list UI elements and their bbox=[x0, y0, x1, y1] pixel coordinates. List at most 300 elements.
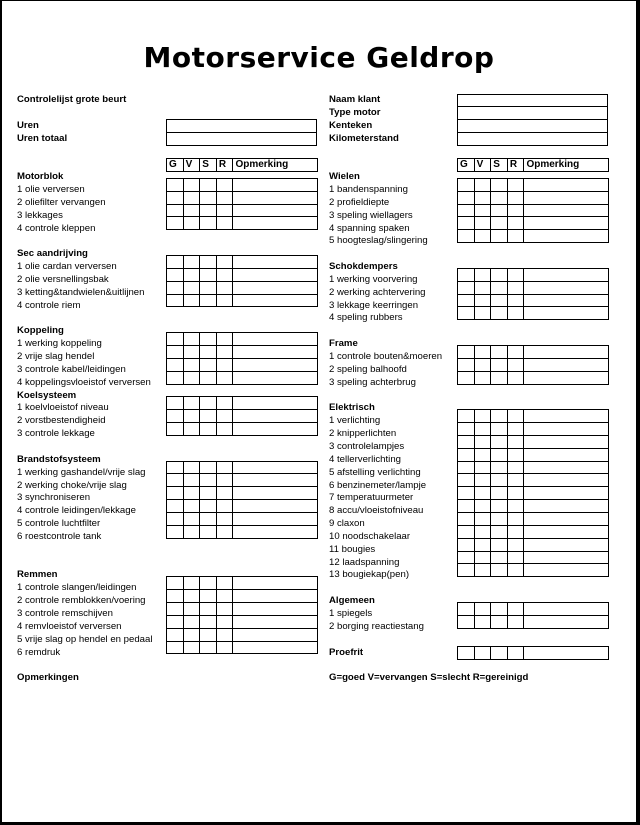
check-cell-v[interactable] bbox=[183, 500, 200, 513]
check-cell-v[interactable] bbox=[183, 615, 200, 628]
check-cell-r[interactable] bbox=[507, 230, 524, 243]
check-cell-v[interactable] bbox=[474, 371, 491, 384]
check-cell-g[interactable] bbox=[167, 281, 184, 294]
remark-cell[interactable] bbox=[233, 615, 318, 628]
check-cell-g[interactable] bbox=[167, 397, 184, 410]
customer-name-field[interactable] bbox=[457, 94, 608, 108]
remark-cell[interactable] bbox=[524, 307, 609, 320]
check-cell-s[interactable] bbox=[491, 435, 508, 448]
check-row bbox=[458, 551, 609, 564]
remark-cell[interactable] bbox=[524, 564, 609, 577]
remark-cell[interactable] bbox=[524, 435, 609, 448]
check-cell-s[interactable] bbox=[200, 371, 217, 384]
check-cell-r[interactable] bbox=[216, 256, 233, 269]
check-cell-s[interactable] bbox=[491, 500, 508, 513]
check-cell-v[interactable] bbox=[474, 307, 491, 320]
check-cell-s[interactable] bbox=[491, 294, 508, 307]
check-cell-r[interactable] bbox=[216, 513, 233, 526]
remark-cell[interactable] bbox=[524, 525, 609, 538]
check-cell-g[interactable] bbox=[458, 178, 475, 191]
check-cell-g[interactable] bbox=[458, 647, 475, 660]
remark-cell[interactable] bbox=[524, 204, 609, 217]
check-cell-g[interactable] bbox=[458, 191, 475, 204]
check-cell-s[interactable] bbox=[491, 346, 508, 359]
remark-cell[interactable] bbox=[524, 281, 609, 294]
check-cell-s[interactable] bbox=[491, 513, 508, 526]
check-cell-s[interactable] bbox=[491, 487, 508, 500]
check-cell-s[interactable] bbox=[200, 217, 217, 230]
check-cell-s[interactable] bbox=[491, 551, 508, 564]
checklist-item-label: 2 olie versnellingsbak bbox=[17, 273, 109, 285]
check-cell-g[interactable] bbox=[167, 590, 184, 603]
check-cell-g[interactable] bbox=[458, 474, 475, 487]
check-cell-r[interactable] bbox=[507, 217, 524, 230]
check-cell-v[interactable] bbox=[183, 397, 200, 410]
check-cell-s[interactable] bbox=[491, 448, 508, 461]
check-cell-v[interactable] bbox=[183, 423, 200, 436]
remark-cell[interactable] bbox=[524, 371, 609, 384]
check-cell-v[interactable] bbox=[183, 641, 200, 654]
remark-cell[interactable] bbox=[524, 538, 609, 551]
remark-cell[interactable] bbox=[524, 346, 609, 359]
check-cell-g[interactable] bbox=[458, 500, 475, 513]
checklist-subtitle: Controlelijst grote beurt bbox=[17, 94, 127, 105]
check-cell-s[interactable] bbox=[491, 217, 508, 230]
check-cell-g[interactable] bbox=[458, 217, 475, 230]
check-cell-g[interactable] bbox=[458, 435, 475, 448]
check-cell-r[interactable] bbox=[216, 615, 233, 628]
check-cell-r[interactable] bbox=[507, 461, 524, 474]
right-column-headers bbox=[457, 158, 609, 172]
remark-cell[interactable] bbox=[233, 178, 318, 191]
check-cell-v[interactable] bbox=[474, 564, 491, 577]
check-cell-v[interactable] bbox=[183, 268, 200, 281]
check-cell-v[interactable] bbox=[183, 294, 200, 307]
check-cell-r[interactable] bbox=[216, 590, 233, 603]
remark-cell[interactable] bbox=[524, 647, 609, 660]
remark-cell[interactable] bbox=[524, 603, 609, 616]
check-cell-s[interactable] bbox=[200, 590, 217, 603]
check-cell-r[interactable] bbox=[216, 217, 233, 230]
check-cell-r[interactable] bbox=[507, 307, 524, 320]
check-cell-s[interactable] bbox=[200, 268, 217, 281]
remark-cell[interactable] bbox=[233, 358, 318, 371]
checklist-item-label: 6 benzinemeter/lampje bbox=[329, 479, 427, 491]
remark-cell[interactable] bbox=[524, 268, 609, 281]
check-cell-v[interactable] bbox=[474, 474, 491, 487]
check-cell-v[interactable] bbox=[183, 525, 200, 538]
check-cell-s[interactable] bbox=[491, 230, 508, 243]
check-cell-g[interactable] bbox=[458, 307, 475, 320]
check-cell-g[interactable] bbox=[458, 603, 475, 616]
check-cell-r[interactable] bbox=[507, 513, 524, 526]
check-cell-g[interactable] bbox=[167, 474, 184, 487]
remark-cell[interactable] bbox=[524, 461, 609, 474]
check-cell-r[interactable] bbox=[216, 500, 233, 513]
check-cell-s[interactable] bbox=[491, 191, 508, 204]
check-cell-g[interactable] bbox=[458, 551, 475, 564]
check-cell-g[interactable] bbox=[167, 333, 184, 346]
remark-cell[interactable] bbox=[233, 217, 318, 230]
check-cell-v[interactable] bbox=[474, 410, 491, 423]
check-cell-v[interactable] bbox=[474, 204, 491, 217]
check-cell-g[interactable] bbox=[167, 461, 184, 474]
check-cell-r[interactable] bbox=[507, 603, 524, 616]
motor-type-field[interactable] bbox=[457, 106, 608, 120]
check-row bbox=[167, 602, 318, 615]
check-cell-g[interactable] bbox=[458, 358, 475, 371]
check-cell-s[interactable] bbox=[491, 423, 508, 436]
check-cell-g[interactable] bbox=[458, 423, 475, 436]
check-cell-r[interactable] bbox=[507, 410, 524, 423]
remark-cell[interactable] bbox=[524, 410, 609, 423]
check-cell-r[interactable] bbox=[507, 191, 524, 204]
check-cell-r[interactable] bbox=[216, 268, 233, 281]
check-cell-g[interactable] bbox=[167, 628, 184, 641]
check-cell-g[interactable] bbox=[167, 423, 184, 436]
section-grid bbox=[166, 178, 318, 230]
remark-cell[interactable] bbox=[233, 281, 318, 294]
check-cell-r[interactable] bbox=[507, 474, 524, 487]
remark-cell[interactable] bbox=[233, 423, 318, 436]
remark-cell[interactable] bbox=[233, 461, 318, 474]
check-cell-g[interactable] bbox=[167, 256, 184, 269]
check-cell-r[interactable] bbox=[507, 294, 524, 307]
check-cell-s[interactable] bbox=[491, 461, 508, 474]
check-cell-g[interactable] bbox=[458, 487, 475, 500]
check-cell-r[interactable] bbox=[216, 178, 233, 191]
check-cell-g[interactable] bbox=[458, 525, 475, 538]
check-cell-s[interactable] bbox=[200, 423, 217, 436]
check-cell-s[interactable] bbox=[491, 538, 508, 551]
check-cell-r[interactable] bbox=[507, 500, 524, 513]
remark-cell[interactable] bbox=[233, 204, 318, 217]
check-cell-v[interactable] bbox=[474, 423, 491, 436]
check-cell-g[interactable] bbox=[167, 410, 184, 423]
check-cell-r[interactable] bbox=[216, 474, 233, 487]
check-cell-r[interactable] bbox=[507, 538, 524, 551]
check-cell-s[interactable] bbox=[200, 178, 217, 191]
check-cell-s[interactable] bbox=[200, 294, 217, 307]
remark-cell[interactable] bbox=[524, 294, 609, 307]
remark-cell[interactable] bbox=[524, 474, 609, 487]
remark-cell[interactable] bbox=[524, 551, 609, 564]
check-cell-g[interactable] bbox=[167, 358, 184, 371]
check-cell-r[interactable] bbox=[507, 346, 524, 359]
check-cell-v[interactable] bbox=[183, 590, 200, 603]
check-cell-g[interactable] bbox=[458, 615, 475, 628]
check-cell-g[interactable] bbox=[167, 487, 184, 500]
remark-cell[interactable] bbox=[233, 371, 318, 384]
check-cell-r[interactable] bbox=[216, 191, 233, 204]
total-hours-field[interactable] bbox=[166, 132, 317, 146]
check-cell-g[interactable] bbox=[458, 204, 475, 217]
check-cell-g[interactable] bbox=[167, 615, 184, 628]
check-cell-v[interactable] bbox=[183, 217, 200, 230]
check-cell-v[interactable] bbox=[183, 410, 200, 423]
check-cell-s[interactable] bbox=[491, 204, 508, 217]
check-cell-v[interactable] bbox=[474, 525, 491, 538]
check-cell-r[interactable] bbox=[216, 333, 233, 346]
check-cell-r[interactable] bbox=[507, 615, 524, 628]
check-cell-r[interactable] bbox=[216, 487, 233, 500]
check-cell-v[interactable] bbox=[474, 346, 491, 359]
remark-cell[interactable] bbox=[233, 602, 318, 615]
column-header-g: G bbox=[458, 158, 475, 171]
license-plate-field[interactable] bbox=[457, 119, 608, 133]
checklist-item-label: 1 bandenspanning bbox=[329, 183, 408, 195]
checklist-item-label: 8 accu/vloeistofniveau bbox=[329, 505, 424, 517]
remark-cell[interactable] bbox=[524, 178, 609, 191]
check-cell-r[interactable] bbox=[216, 423, 233, 436]
check-cell-g[interactable] bbox=[458, 281, 475, 294]
check-cell-g[interactable] bbox=[167, 178, 184, 191]
remark-cell[interactable] bbox=[524, 230, 609, 243]
check-cell-g[interactable] bbox=[167, 345, 184, 358]
check-cell-v[interactable] bbox=[183, 178, 200, 191]
check-cell-s[interactable] bbox=[491, 474, 508, 487]
remark-cell[interactable] bbox=[233, 294, 318, 307]
check-cell-g[interactable] bbox=[458, 538, 475, 551]
remark-cell[interactable] bbox=[524, 615, 609, 628]
check-cell-r[interactable] bbox=[216, 358, 233, 371]
check-cell-g[interactable] bbox=[458, 513, 475, 526]
check-cell-v[interactable] bbox=[474, 487, 491, 500]
check-cell-r[interactable] bbox=[216, 281, 233, 294]
check-cell-v[interactable] bbox=[474, 513, 491, 526]
check-cell-r[interactable] bbox=[507, 358, 524, 371]
check-cell-g[interactable] bbox=[458, 410, 475, 423]
check-cell-v[interactable] bbox=[183, 191, 200, 204]
check-cell-v[interactable] bbox=[183, 513, 200, 526]
check-cell-r[interactable] bbox=[216, 602, 233, 615]
check-cell-r[interactable] bbox=[216, 371, 233, 384]
remark-cell[interactable] bbox=[233, 268, 318, 281]
check-cell-s[interactable] bbox=[491, 564, 508, 577]
check-cell-s[interactable] bbox=[491, 615, 508, 628]
check-cell-r[interactable] bbox=[507, 487, 524, 500]
check-cell-v[interactable] bbox=[183, 371, 200, 384]
check-cell-g[interactable] bbox=[458, 268, 475, 281]
check-cell-s[interactable] bbox=[200, 577, 217, 590]
check-cell-r[interactable] bbox=[216, 628, 233, 641]
check-cell-s[interactable] bbox=[200, 487, 217, 500]
section-grid bbox=[457, 178, 609, 243]
hours-field[interactable] bbox=[166, 119, 317, 133]
check-cell-g[interactable] bbox=[458, 371, 475, 384]
check-cell-r[interactable] bbox=[507, 371, 524, 384]
check-cell-g[interactable] bbox=[167, 525, 184, 538]
check-cell-s[interactable] bbox=[491, 178, 508, 191]
check-cell-r[interactable] bbox=[216, 294, 233, 307]
check-cell-r[interactable] bbox=[216, 461, 233, 474]
check-cell-s[interactable] bbox=[491, 410, 508, 423]
mileage-field[interactable] bbox=[457, 132, 608, 146]
check-cell-s[interactable] bbox=[200, 281, 217, 294]
remark-cell[interactable] bbox=[233, 345, 318, 358]
check-cell-g[interactable] bbox=[458, 461, 475, 474]
check-cell-s[interactable] bbox=[491, 281, 508, 294]
check-cell-r[interactable] bbox=[507, 448, 524, 461]
remark-cell[interactable] bbox=[233, 590, 318, 603]
check-cell-s[interactable] bbox=[200, 500, 217, 513]
remark-cell[interactable] bbox=[524, 513, 609, 526]
check-cell-r[interactable] bbox=[216, 525, 233, 538]
check-cell-r[interactable] bbox=[216, 345, 233, 358]
checklist-item-label: 4 koppelingsvloeistof verversen bbox=[17, 376, 151, 388]
check-cell-s[interactable] bbox=[200, 615, 217, 628]
check-cell-s[interactable] bbox=[200, 525, 217, 538]
check-cell-g[interactable] bbox=[458, 230, 475, 243]
remark-cell[interactable] bbox=[233, 525, 318, 538]
check-cell-v[interactable] bbox=[183, 333, 200, 346]
check-cell-g[interactable] bbox=[458, 564, 475, 577]
check-cell-v[interactable] bbox=[474, 358, 491, 371]
check-cell-s[interactable] bbox=[200, 204, 217, 217]
check-cell-r[interactable] bbox=[507, 268, 524, 281]
remark-cell[interactable] bbox=[233, 256, 318, 269]
check-cell-r[interactable] bbox=[216, 397, 233, 410]
check-cell-v[interactable] bbox=[183, 461, 200, 474]
check-cell-v[interactable] bbox=[183, 487, 200, 500]
check-cell-s[interactable] bbox=[200, 256, 217, 269]
check-cell-s[interactable] bbox=[200, 358, 217, 371]
check-cell-g[interactable] bbox=[167, 191, 184, 204]
check-cell-r[interactable] bbox=[216, 410, 233, 423]
check-cell-v[interactable] bbox=[474, 461, 491, 474]
check-cell-g[interactable] bbox=[167, 371, 184, 384]
check-cell-v[interactable] bbox=[183, 474, 200, 487]
check-cell-s[interactable] bbox=[200, 191, 217, 204]
check-cell-r[interactable] bbox=[216, 204, 233, 217]
check-cell-s[interactable] bbox=[200, 628, 217, 641]
check-cell-r[interactable] bbox=[216, 641, 233, 654]
check-cell-s[interactable] bbox=[491, 268, 508, 281]
check-cell-g[interactable] bbox=[167, 641, 184, 654]
check-cell-s[interactable] bbox=[491, 525, 508, 538]
check-cell-v[interactable] bbox=[183, 577, 200, 590]
check-cell-v[interactable] bbox=[183, 358, 200, 371]
remark-cell[interactable] bbox=[233, 410, 318, 423]
check-cell-r[interactable] bbox=[507, 551, 524, 564]
check-cell-v[interactable] bbox=[474, 551, 491, 564]
check-cell-s[interactable] bbox=[200, 474, 217, 487]
check-cell-v[interactable] bbox=[474, 448, 491, 461]
check-cell-s[interactable] bbox=[491, 647, 508, 660]
check-cell-v[interactable] bbox=[183, 345, 200, 358]
check-cell-s[interactable] bbox=[200, 602, 217, 615]
check-cell-v[interactable] bbox=[474, 281, 491, 294]
check-cell-g[interactable] bbox=[167, 217, 184, 230]
check-cell-g[interactable] bbox=[167, 500, 184, 513]
check-cell-v[interactable] bbox=[474, 603, 491, 616]
check-cell-g[interactable] bbox=[167, 602, 184, 615]
remark-cell[interactable] bbox=[233, 641, 318, 654]
check-cell-v[interactable] bbox=[474, 647, 491, 660]
check-cell-r[interactable] bbox=[216, 577, 233, 590]
remark-cell[interactable] bbox=[233, 487, 318, 500]
check-cell-v[interactable] bbox=[474, 178, 491, 191]
check-cell-s[interactable] bbox=[491, 603, 508, 616]
check-cell-s[interactable] bbox=[200, 397, 217, 410]
check-cell-r[interactable] bbox=[507, 435, 524, 448]
remark-cell[interactable] bbox=[233, 628, 318, 641]
remark-cell[interactable] bbox=[524, 191, 609, 204]
remark-cell[interactable] bbox=[233, 474, 318, 487]
checklist-item-label: 1 controle bouten&moeren bbox=[329, 351, 443, 362]
check-cell-r[interactable] bbox=[507, 647, 524, 660]
check-cell-r[interactable] bbox=[507, 564, 524, 577]
check-cell-s[interactable] bbox=[200, 513, 217, 526]
check-cell-r[interactable] bbox=[507, 423, 524, 436]
check-cell-v[interactable] bbox=[183, 628, 200, 641]
check-cell-v[interactable] bbox=[474, 294, 491, 307]
check-cell-s[interactable] bbox=[200, 461, 217, 474]
checklist-item-label: 3 speling achterbrug bbox=[329, 376, 416, 388]
remark-cell[interactable] bbox=[233, 500, 318, 513]
check-cell-s[interactable] bbox=[491, 307, 508, 320]
check-cell-v[interactable] bbox=[474, 500, 491, 513]
remark-cell[interactable] bbox=[524, 423, 609, 436]
section-title: Elektrisch bbox=[329, 402, 375, 414]
check-cell-r[interactable] bbox=[507, 525, 524, 538]
check-cell-s[interactable] bbox=[200, 641, 217, 654]
check-cell-v[interactable] bbox=[474, 217, 491, 230]
remark-cell[interactable] bbox=[233, 577, 318, 590]
check-cell-v[interactable] bbox=[183, 602, 200, 615]
remark-cell[interactable] bbox=[233, 397, 318, 410]
check-cell-g[interactable] bbox=[167, 268, 184, 281]
remark-cell[interactable] bbox=[524, 217, 609, 230]
check-cell-r[interactable] bbox=[507, 281, 524, 294]
remark-cell[interactable] bbox=[233, 191, 318, 204]
checklist-item-label: 3 controlelampjes bbox=[329, 440, 405, 452]
check-cell-v[interactable] bbox=[183, 204, 200, 217]
remark-cell[interactable] bbox=[233, 333, 318, 346]
check-cell-g[interactable] bbox=[458, 294, 475, 307]
check-cell-s[interactable] bbox=[491, 371, 508, 384]
check-cell-s[interactable] bbox=[491, 358, 508, 371]
check-cell-g[interactable] bbox=[167, 294, 184, 307]
remark-cell[interactable] bbox=[524, 487, 609, 500]
check-cell-v[interactable] bbox=[474, 230, 491, 243]
check-cell-s[interactable] bbox=[200, 333, 217, 346]
check-cell-v[interactable] bbox=[474, 435, 491, 448]
check-row bbox=[167, 641, 318, 654]
check-cell-r[interactable] bbox=[507, 204, 524, 217]
remark-cell[interactable] bbox=[524, 448, 609, 461]
check-cell-v[interactable] bbox=[183, 281, 200, 294]
check-cell-g[interactable] bbox=[167, 513, 184, 526]
check-cell-v[interactable] bbox=[474, 538, 491, 551]
check-cell-g[interactable] bbox=[458, 346, 475, 359]
remark-cell[interactable] bbox=[524, 358, 609, 371]
remark-cell[interactable] bbox=[233, 513, 318, 526]
check-cell-s[interactable] bbox=[200, 410, 217, 423]
check-cell-v[interactable] bbox=[474, 191, 491, 204]
check-cell-v[interactable] bbox=[474, 268, 491, 281]
check-cell-g[interactable] bbox=[458, 448, 475, 461]
remark-cell[interactable] bbox=[524, 500, 609, 513]
check-cell-v[interactable] bbox=[474, 615, 491, 628]
check-cell-g[interactable] bbox=[167, 204, 184, 217]
check-row bbox=[167, 371, 318, 384]
check-cell-r[interactable] bbox=[507, 178, 524, 191]
check-cell-s[interactable] bbox=[200, 345, 217, 358]
check-cell-v[interactable] bbox=[183, 256, 200, 269]
check-cell-g[interactable] bbox=[167, 577, 184, 590]
checklist-item-label: 2 vorstbestendigheid bbox=[17, 415, 106, 427]
